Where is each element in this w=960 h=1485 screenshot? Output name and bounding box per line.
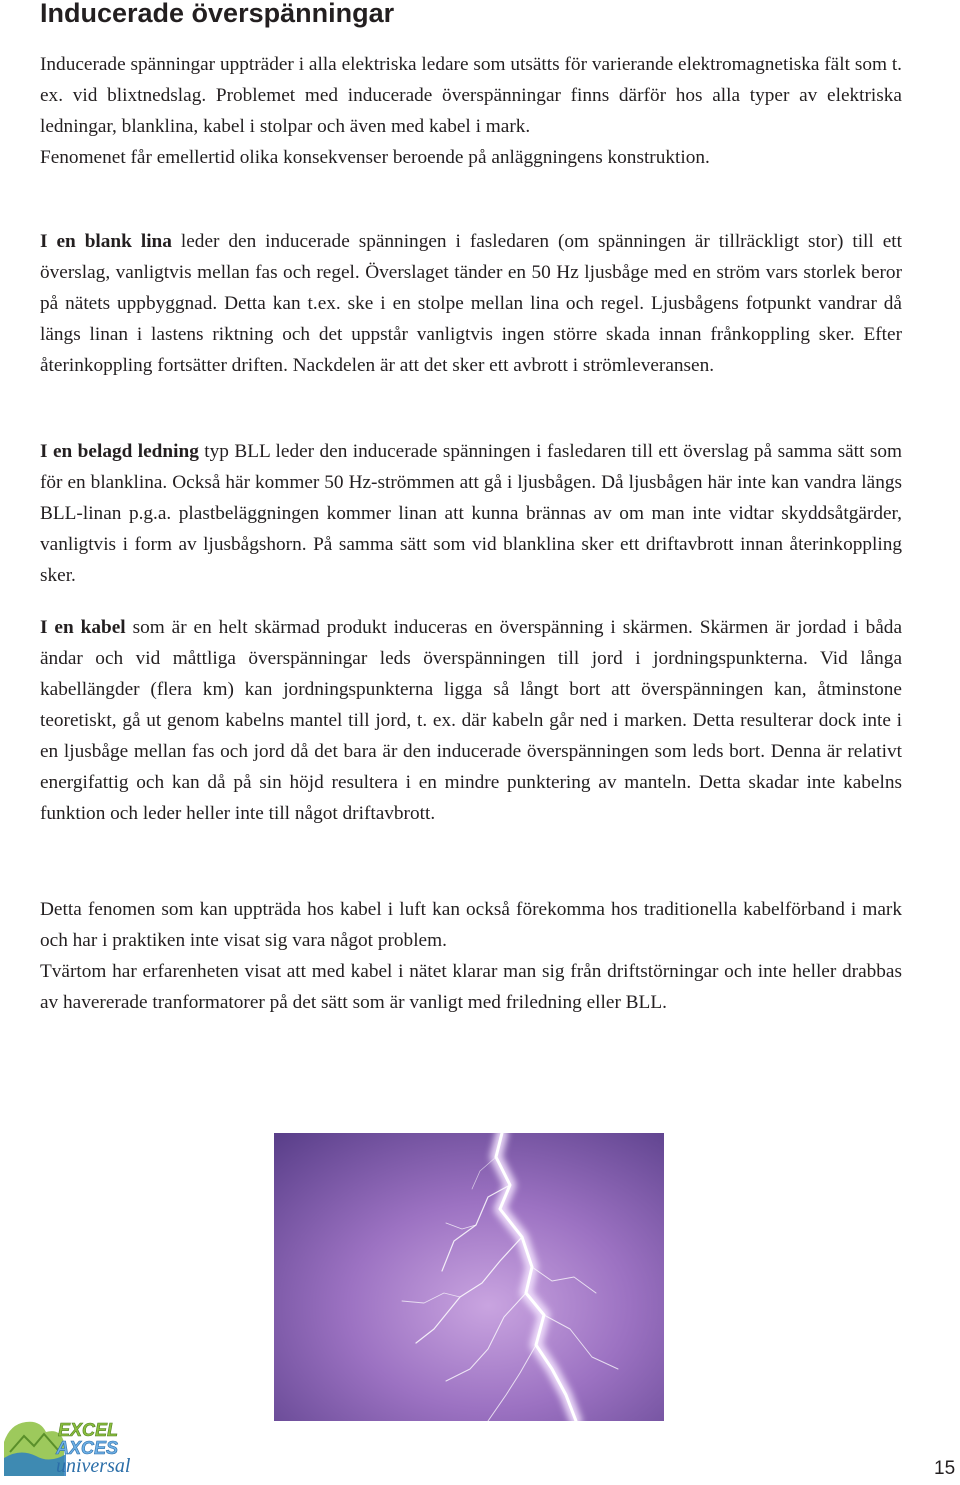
kabel-lead: I en kabel	[40, 617, 126, 638]
blank-lina-paragraph	[40, 226, 902, 381]
belagd-ledning-lead: I en belagd ledning	[40, 441, 199, 462]
lightning-icon	[274, 1133, 664, 1421]
excel-axces-logo	[0, 1412, 150, 1480]
kabel-i-luft-paragraph: Detta fenomen som kan uppträda hos kabel i luft kan också förekomma hos traditionella kabelförband i mark och har i praktiken inte visat sig vara något problem.	[40, 899, 902, 951]
page-number: 15	[934, 1458, 956, 1479]
logo-line3: universal	[56, 1455, 131, 1477]
intro-consequence-text: Fenomenet får emellertid olika konsekvenser beroende på anläggningens konstruktion.	[40, 147, 710, 168]
logo-line2: AXCES	[56, 1438, 119, 1458]
belagd-ledning-paragraph	[40, 436, 902, 591]
blank-lina-text: leder den inducerade spänningen i fasledaren (om spänningen är tillräckligt stor) till ett överslag, vanligtvis mellan fas och regel. Överslaget tänder en 50 Hz ljusbåge med en ström vars storlek beror på nätets uppbyggnad. Detta kan t.ex. ske i en stolpe mellan lina och regel. Ljusbågens fotpunkt vandrar då längs linan i lastens riktning och det uppstår vanligtvis ingen större skada innan frånkoppling sker. Efter återinkoppling fortsätter driften. Nackdelen är att det sker ett avbrott i strömleveransen.	[40, 231, 902, 376]
intro-paragraph	[40, 49, 902, 173]
logo-icon	[0, 1412, 150, 1480]
logo-line1: EXCEL	[58, 1420, 119, 1440]
belagd-ledning-text: typ BLL leder den inducerade spänningen i fasledaren till ett överslag på samma sätt som för en blanklina. Också här kommer 50 Hz-strömmen att gå i ljusbågen. Då ljusbågen här inte kan vandra längs BLL-linan p.g.a. plastbeläggningen kommer linan att kunna brännas av om man inte vidtar skyddsåtgärder, vanligtvis i form av ljusbågshorn. På samma sätt som vid blanklina sker ett driftavbrott innan återinkoppling sker.	[40, 441, 902, 586]
lightning-photo	[274, 1133, 664, 1421]
page-title: Inducerade överspänningar	[40, 0, 395, 28]
kabel-paragraph	[40, 612, 902, 829]
kabel-text: som är en helt skärmad produkt induceras en överspänning i skärmen. Skärmen är jordad i båda ändar och vid måttliga överspänningar leds överspänningen till jord i jordningspunkterna. Vid långa kabellängder (flera km) kan jordningspunkterna ligga så långt bort att överspänningen kan, åtminstone teoretiskt, gå ut genom kabelns mantel till jord, t. ex. där kabeln går ned i marken. Detta resulterar dock inte i en ljusbåge mellan fas och jord då det bara är den inducerade överspänningen som leds bort. Denna är relativt energifattig och kan då på sin höjd resultera i en mindre punktering av manteln. Detta skadar inte kabelns funktion och leder heller inte till något driftavbrott.	[40, 617, 903, 824]
intro-text: Inducerade spänningar uppträder i alla elektriska ledare som utsätts för varierande elektromagnetiska fält som t. ex. vid blixtnedslag. Problemet med inducerade överspänningar finns därför hos alla typer av elektriska ledningar, blanklina, kabel i stolpar och även med kabel i mark.	[40, 54, 902, 137]
experience-paragraph: Tvärtom har erfarenheten visat att med kabel i nätet klarar man sig från driftstörningar och inte heller drabbas av havererade tranformatorer på det sätt som är vanligt med friledning eller BLL.	[40, 961, 902, 1013]
blank-lina-lead: I en blank lina	[40, 231, 172, 252]
